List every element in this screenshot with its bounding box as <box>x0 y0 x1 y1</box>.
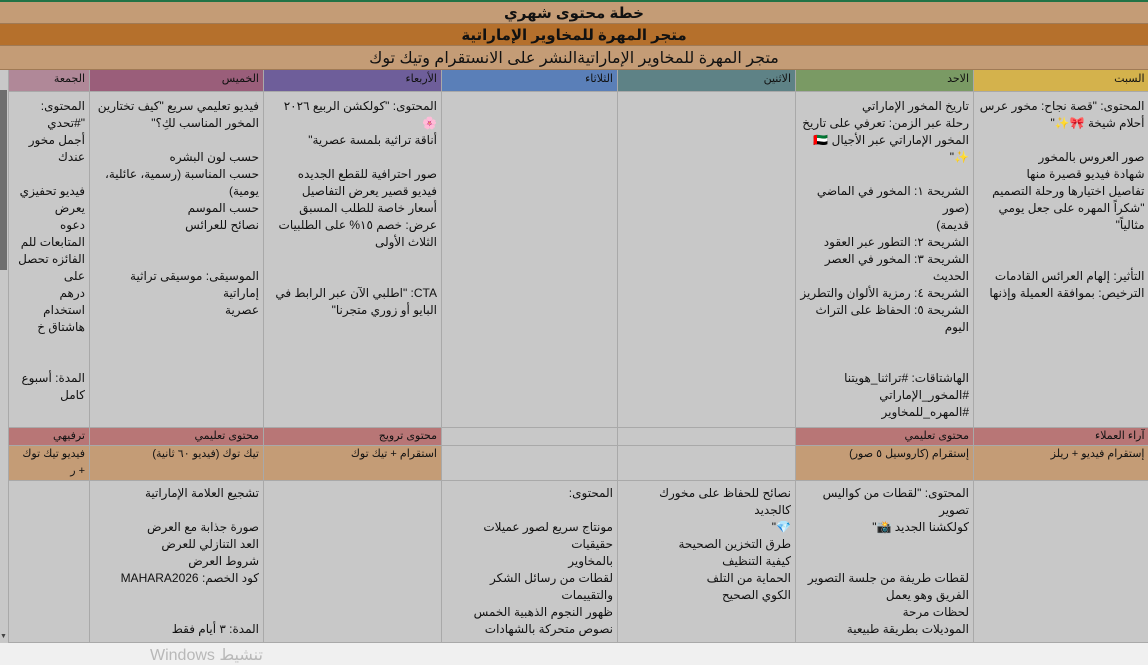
scrollbar-thumb[interactable] <box>0 90 7 270</box>
content-line <box>978 251 1145 268</box>
content-line: حسب الموسم <box>94 200 259 217</box>
content-line: الكوي الصحيح <box>622 587 791 604</box>
cell-content-bottom[interactable] <box>264 481 442 643</box>
day-header-tue[interactable]: الثلاثاء <box>442 70 618 92</box>
content-line: كولكشنا الجديد 📸" <box>800 519 969 536</box>
content-line: تشجيع العلامة الإماراتية <box>94 485 259 502</box>
store-name: متجر المهرة للمخاوير الإماراتية <box>0 24 1148 46</box>
cell-content-top[interactable] <box>796 92 974 428</box>
content-line: قديمة) <box>800 217 969 234</box>
content-line: أجمل مخور عندك <box>13 132 85 166</box>
content-line <box>800 553 969 570</box>
day-header-wed[interactable]: الأربعاء <box>264 70 442 92</box>
day-header-fri[interactable]: الجمعة <box>9 70 90 92</box>
content-line: شهادة فيديو قصيرة منها <box>978 166 1145 183</box>
content-type-cell[interactable]: محتوى تعليمي <box>90 428 264 446</box>
content-line: المخور المناسب لكِ؟" <box>94 115 259 132</box>
content-line: الفائزه تحصل على <box>13 251 85 285</box>
platform-cell[interactable] <box>618 446 796 481</box>
content-line <box>94 502 259 519</box>
content-line <box>268 268 437 285</box>
content-line: المدة: أسبوع كامل <box>13 370 85 404</box>
content-line: صور العروس بالمخور <box>978 149 1145 166</box>
cell-content-bottom[interactable] <box>618 481 796 643</box>
day-header-sat[interactable]: السبت <box>974 70 1148 92</box>
cell-content-bottom[interactable] <box>442 481 618 643</box>
platform-cell[interactable]: فيديو تيك توك + ر <box>9 446 90 481</box>
day-header-sun[interactable]: الاحد <box>796 70 974 92</box>
content-line: الترخيص: بموافقة العميلة وإذنها <box>978 285 1145 302</box>
content-line: الفريق وهو يعمل <box>800 587 969 604</box>
scroll-down-arrow-icon[interactable]: ▼ <box>0 633 7 641</box>
content-type-cell[interactable]: محتوى تعليمي <box>796 428 974 446</box>
content-type-cell[interactable]: آراء العملاء <box>974 428 1148 446</box>
content-line: المدة: ٣ أيام فقط <box>94 621 259 638</box>
content-line: الحماية من التلف <box>622 570 791 587</box>
content-line: CTA: "اطلبي الآن عبر الرابط في <box>268 285 437 302</box>
cell-content-bottom[interactable] <box>974 481 1148 643</box>
content-line <box>13 353 85 370</box>
content-line: صور احترافية للقطع الجديده <box>268 166 437 183</box>
cell-content-bottom[interactable] <box>796 481 974 643</box>
content-line: استخدام هاشتاق خ <box>13 302 85 336</box>
content-line <box>800 336 969 353</box>
bt-row <box>9 481 1148 643</box>
content-type-cell[interactable] <box>618 428 796 446</box>
horizontal-scroll-area[interactable] <box>0 643 1148 665</box>
content-line: المخور الإماراتي عبر الأجيال 🇦🇪✨" <box>800 132 969 166</box>
windows-activation-watermark: تنشيط Windows <box>150 645 263 665</box>
content-line: الثلاث الأولى <box>268 234 437 251</box>
content-line: المحتوى: "كولكشن الربيع ٢٠٢٦ 🌸 <box>268 98 437 132</box>
content-line: الشريحة ٣: المخور في العصر الحديث <box>800 251 969 285</box>
content-line: المحتوى: "لقطات من كواليس تصوير <box>800 485 969 519</box>
content-line <box>268 149 437 166</box>
content-line: تفاصيل اختيارها ورحلة التصميم <box>978 183 1145 200</box>
content-line: ظهور النجوم الذهبية الخمس <box>446 604 613 621</box>
platform-cell[interactable]: استقرام + تيك توك <box>264 446 442 481</box>
content-line: لقطات من رسائل الشكر والتقييمات <box>446 570 613 604</box>
platform-cell[interactable] <box>442 446 618 481</box>
cell-content-top[interactable] <box>9 92 90 428</box>
cell-content-bottom[interactable] <box>9 481 90 643</box>
content-line <box>978 132 1145 149</box>
content-line: بالمخاوير <box>446 553 613 570</box>
content-line: المحتوى: "#تحدي <box>13 98 85 132</box>
content-line: المحتوى: "قصة نجاح: مخور عرس <box>978 98 1145 115</box>
content-line <box>94 132 259 149</box>
content-line: درهم <box>13 285 85 302</box>
content-line: "شكراً المهره على جعل يومي مثالياً" <box>978 200 1145 234</box>
content-line <box>94 604 259 621</box>
content-line: دعوه المتابعات للم <box>13 217 85 251</box>
content-line: كيفية التنظيف <box>622 553 791 570</box>
content-line: حسب لون البشره <box>94 149 259 166</box>
content-line: كود الخصم: MAHARA2026 <box>94 570 259 587</box>
cell-content-top[interactable] <box>618 92 796 428</box>
platform-cell[interactable]: تيك توك (فيديو ٦٠ ثانية) <box>90 446 264 481</box>
content-line <box>800 536 969 553</box>
content-line: صورة جذابة مع العرض <box>94 519 259 536</box>
content-line: فيديو قصير يعرض التفاصيل <box>268 183 437 200</box>
dh-row <box>9 70 1148 92</box>
content-line <box>446 502 613 519</box>
content-line: الشريحة ٤: رمزية الألوان والتطريز <box>800 285 969 302</box>
content-line: أسعار خاصة للطلب المسبق <box>268 200 437 217</box>
content-line <box>94 234 259 251</box>
content-line: لقطات طريفة من جلسة التصوير <box>800 570 969 587</box>
content-line: الشريحة ٢: التطور عبر العقود <box>800 234 969 251</box>
content-line: المحتوى: <box>446 485 613 502</box>
content-line <box>94 251 259 268</box>
content-line: نصوص متحركة بالشهادات <box>446 621 613 638</box>
content-line <box>978 234 1145 251</box>
content-line: الهاشتاقات: #تراثنا_هويتنا <box>800 370 969 387</box>
cell-content-bottom[interactable] <box>90 481 264 643</box>
typ-row <box>9 428 1148 446</box>
platform-cell[interactable]: إستقرام (كاروسيل ٥ صور) <box>796 446 974 481</box>
content-line <box>800 353 969 370</box>
platform-cell[interactable]: إستقرام فيديو + ريلز <box>974 446 1148 481</box>
content-line: نصائح للحفاظ على مخورك كالجديد <box>622 485 791 519</box>
content-line: أحلام شيخة 🎀✨" <box>978 115 1145 132</box>
content-line: لحظات مرحة <box>800 604 969 621</box>
sheet-title: خطة محتوى شهري <box>0 2 1148 24</box>
content-line: رحلة عبر الزمن: تعرفي على تاريخ <box>800 115 969 132</box>
cell-content-top[interactable] <box>264 92 442 428</box>
content-line: العد التنازلي للعرض <box>94 536 259 553</box>
sheet-grid-area <box>0 70 1148 643</box>
cell-content-top[interactable] <box>442 92 618 428</box>
content-line: طرق التخزين الصحيحة <box>622 536 791 553</box>
content-line <box>800 166 969 183</box>
content-line <box>13 336 85 353</box>
content-line: #المخور_الإماراتي #المهره_للمخاوير <box>800 387 969 421</box>
content-line: الشريحة ٥: الحفاظ على التراث اليوم <box>800 302 969 336</box>
content-line: التأثير: إلهام العرائس القادمات <box>978 268 1145 285</box>
content-line: أناقة تراثية بلمسة عصرية" <box>268 132 437 149</box>
cell-content-top[interactable] <box>90 92 264 428</box>
content-line: فيديو تعليمي سريع "كيف تختارين <box>94 98 259 115</box>
content-line: تاريخ المخور الإماراتي <box>800 98 969 115</box>
content-line: مونتاج سريع لصور عميلات حقيقيات <box>446 519 613 553</box>
sheet-subtitle: متجر المهرة للمخاوير الإماراتيةالنشر على الانستقرام وتيك توك <box>0 46 1148 70</box>
plat-row <box>9 446 1148 481</box>
content-line: حسب المناسبة (رسمية، عائلية، يومية) <box>94 166 259 200</box>
content-line: عصرية <box>94 302 259 319</box>
content-line: شروط العرض <box>94 553 259 570</box>
day-header-thu[interactable]: الخميس <box>90 70 264 92</box>
content-line: الشريحة ١: المخور في الماضي (صور <box>800 183 969 217</box>
content-type-cell[interactable]: ترفيهي <box>9 428 90 446</box>
cell-content-top[interactable] <box>974 92 1148 428</box>
content-line: فيديو تحفيزي يعرض <box>13 183 85 217</box>
content-line: الموسيقى: موسيقى تراثية إماراتية <box>94 268 259 302</box>
content-type-cell[interactable]: محتوى ترويج <box>264 428 442 446</box>
content-line: نصائح للعرائس <box>94 217 259 234</box>
content-line: 💎" <box>622 519 791 536</box>
content-plan-table <box>8 70 1148 643</box>
content-line: عرض: خصم ١٥% على الطلبيات <box>268 217 437 234</box>
content-line <box>94 587 259 604</box>
content-line <box>13 166 85 183</box>
content-type-cell[interactable] <box>442 428 618 446</box>
tp-row <box>9 92 1148 428</box>
content-line <box>268 251 437 268</box>
day-header-mon[interactable]: الاثنين <box>618 70 796 92</box>
content-line: الموديلات بطريقة طبيعية <box>800 621 969 638</box>
content-line: البايو أو زوري متجرنا" <box>268 302 437 319</box>
